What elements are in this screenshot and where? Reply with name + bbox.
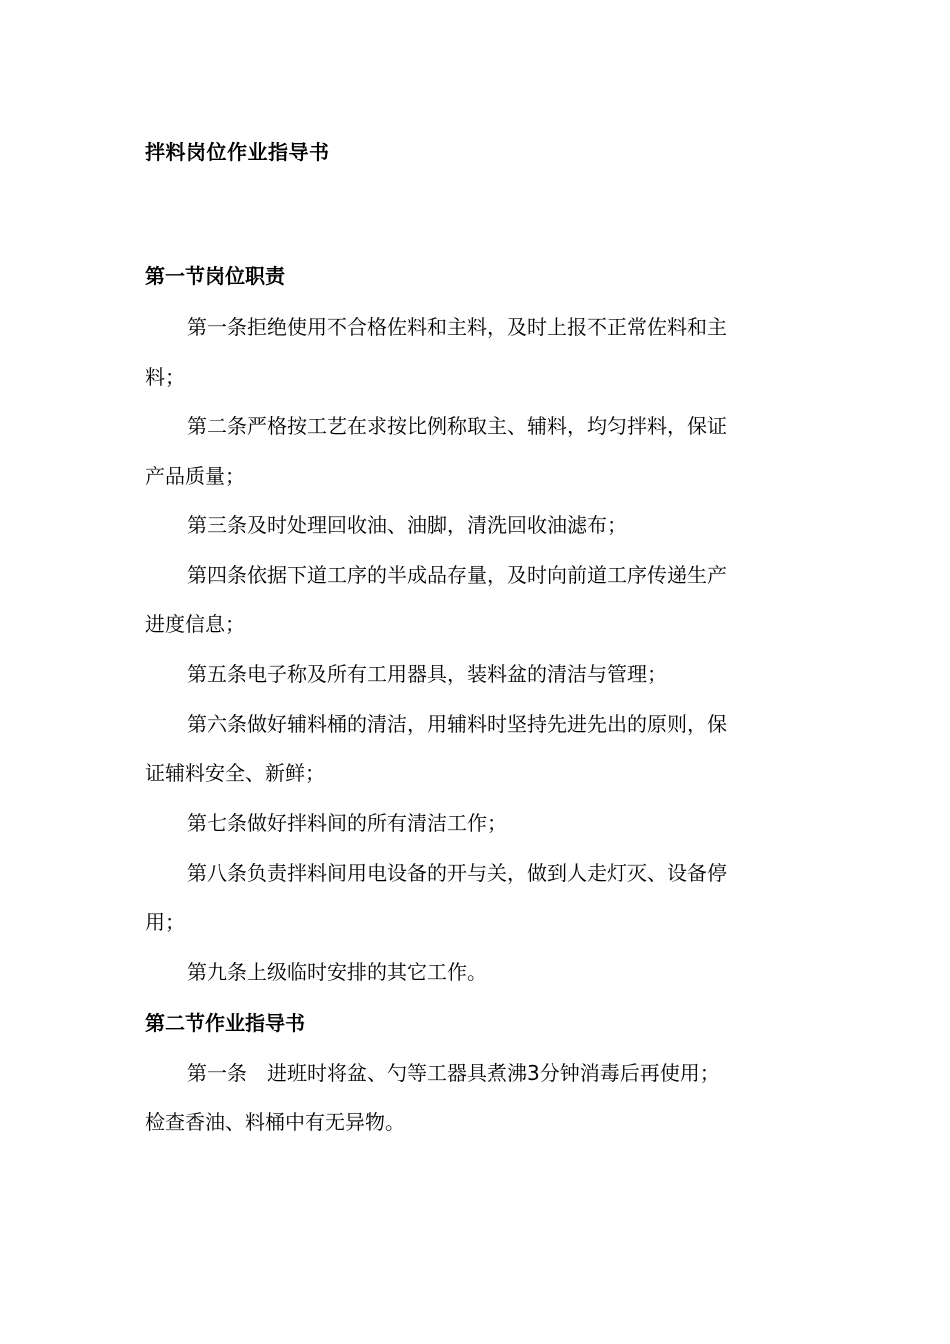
section-heading-instructions: 第二节作业指导书 (145, 1011, 305, 1035)
instruction-1-line-1 (187, 1059, 720, 1087)
article-2-line-2: 产品质量； (145, 464, 245, 488)
article-3-line-1: 第三条及时处理回收油、油脚，清洗回收油滤布； (187, 513, 627, 537)
instruction-1-line-2: 检查香油、料桶中有无异物。 (145, 1110, 405, 1134)
article-6-line-2: 证辅料安全、新鲜； (145, 761, 325, 785)
article-8-line-2: 用； (145, 910, 185, 934)
document-title: 拌料岗位作业指导书 (145, 140, 330, 164)
article-9-line-1: 第九条上级临时安排的其它工作。 (187, 960, 487, 984)
article-5-line-1: 第五条电子称及所有工用器具，装料盆的清洁与管理； (187, 662, 667, 686)
instruction-1-text: 进班时将盆、勺等工器具煮沸3分钟消毒后再使用； (267, 1061, 720, 1085)
article-8-line-1: 第八条负责拌料间用电设备的开与关，做到人走灯灭、设备停 (187, 861, 727, 885)
article-1-line-1: 第一条拒绝使用不合格佐料和主料，及时上报不正常佐料和主 (187, 315, 727, 339)
article-6-line-1: 第六条做好辅料桶的清洁，用辅料时坚持先进先出的原则，保 (187, 712, 727, 736)
article-4-line-2: 进度信息； (145, 612, 245, 636)
instruction-1-label: 第一条 (187, 1061, 247, 1085)
article-4-line-1: 第四条依据下道工序的半成品存量，及时向前道工序传递生产 (187, 563, 727, 587)
section-heading-duties: 第一节岗位职责 (145, 264, 285, 288)
article-2-line-1: 第二条严格按工艺在求按比例称取主、辅料，均匀拌料，保证 (187, 414, 727, 438)
article-1-line-2: 料； (145, 365, 185, 389)
article-7-line-1: 第七条做好拌料间的所有清洁工作； (187, 811, 507, 835)
